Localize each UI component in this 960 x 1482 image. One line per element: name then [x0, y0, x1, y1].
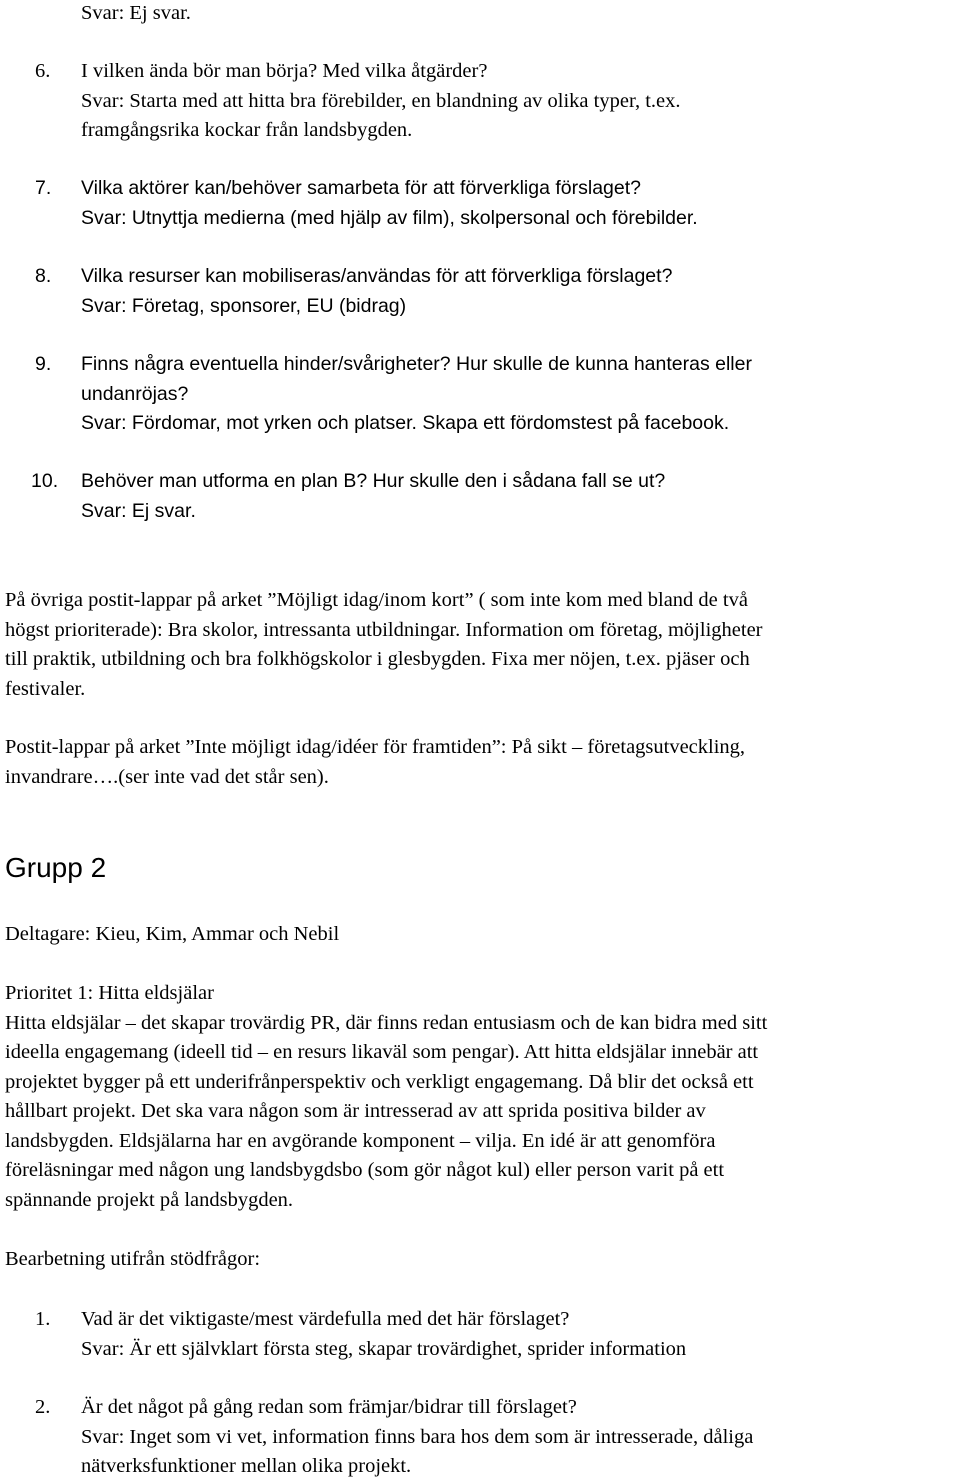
paragraph-line: spännande projekt på landsbygden. — [5, 1188, 294, 1211]
question-text: undanröjas? — [81, 382, 189, 405]
paragraph-line: landsbygden. Eldsjälarna har en avgörande komponent – vilja. En idé är att genomföra — [5, 1129, 716, 1152]
paragraph-line: festivaler. — [5, 677, 86, 700]
list-number: 7. — [35, 177, 52, 199]
paragraph-line: ideella engagemang (ideell tid – en resurs likaväl som pengar). Att hitta eldsjälar innebär att — [5, 1041, 759, 1063]
answer-text: Svar: Fördomar, mot yrken och platser. Skapa ett fördomstest på facebook. — [81, 412, 730, 434]
list-number: 8. — [35, 265, 52, 287]
list-number: 9. — [35, 353, 52, 375]
answer-text: Svar: Starta med att hitta bra förebilder, en blandning av olika typer, t.ex. — [81, 89, 681, 112]
question-text: Vilka resurser kan mobiliseras/användas för att förverkliga förslaget? — [81, 265, 673, 287]
list-number: 6. — [35, 60, 51, 82]
question-text: Vad är det viktigaste/mest värdefulla med det här förslaget? — [81, 1308, 570, 1330]
question-text: Behöver man utforma en plan B? Hur skulle den i sådana fall se ut? — [81, 470, 666, 492]
answer-text: framgångsrika kockar från landsbygden. — [81, 119, 413, 141]
answer-text: nätverksfunktioner mellan olika projekt. — [81, 1455, 412, 1477]
question-text: Är det något på gång redan som främjar/bidrar till förslaget? — [81, 1396, 577, 1418]
answer-text: Svar: Inget som vi vet, information finns bara hos dem som är intresserade, dåliga — [81, 1425, 754, 1448]
list-number: 10. — [31, 470, 59, 492]
list-number: 1. — [35, 1308, 51, 1330]
answer-text: Svar: Företag, sponsorer, EU (bidrag) — [81, 294, 407, 317]
section-heading: Grupp 2 — [5, 852, 107, 883]
processing-section — [5, 1245, 960, 1275]
postit-paragraph-possible — [5, 586, 960, 704]
answer-text: Svar: Är ett självklart första steg, skapar trovärdighet, sprider information — [81, 1337, 687, 1360]
paragraph-line: På övriga postit-lappar på arket ”Möjligt idag/inom kort” ( som inte kom med bland de två — [5, 589, 748, 611]
list-number: 2. — [35, 1396, 51, 1418]
answer-text: Svar: Ej svar. — [81, 2, 191, 24]
participants-line — [5, 920, 960, 950]
question-text: Vilka aktörer kan/behöver samarbeta för att förverkliga förslaget? — [81, 177, 642, 199]
paragraph-line: föreläsningar med någon ung landsbygdsbo (som gör något kul) eller person varit på ett — [5, 1159, 725, 1181]
paragraph-line: hållbart projekt. Det ska vara någon som är intresserad av att sprida positiva bilder av — [5, 1100, 706, 1122]
paragraph-line: projektet bygger på ett underifrånperspektiv och verkligt engagemang. Då blir det också ett — [5, 1070, 754, 1093]
priority-title: Prioritet 1: Hitta eldsjälar — [5, 982, 214, 1004]
question-text: Finns några eventuella hinder/svårigheter? Hur skulle de kunna hanteras eller — [81, 353, 752, 375]
paragraph-line: Hitta eldsjälar – det skapar trovärdig PR, där finns redan entusiasm och de kan bidra med sitt — [5, 1011, 768, 1034]
participants-text: Deltagare: Kieu, Kim, Ammar och Nebil — [5, 923, 340, 945]
paragraph-line: invandrare….(ser inte vad det står sen). — [5, 765, 329, 788]
paragraph-line: Postit-lappar på arket ”Inte möjligt idag/idéer för framtiden”: På sikt – företagsutveckling, — [5, 736, 746, 758]
postit-paragraph-future — [5, 733, 960, 792]
answer-text: Svar: Ej svar. — [81, 499, 196, 522]
paragraph-line: till praktik, utbildning och bra folkhögskolor i glesbygden. Fixa mer nöjen, t.ex. pjäser och — [5, 648, 750, 670]
question-text: I vilken ända bör man börja? Med vilka åtgärder? — [81, 60, 488, 82]
paragraph-line: högst prioriterade): Bra skolor, intressanta utbildningar. Information om företag, möjligheter — [5, 618, 763, 641]
answer-text: Svar: Utnyttja medierna (med hjälp av film), skolpersonal och förebilder. — [81, 206, 698, 229]
processing-title: Bearbetning utifrån stödfrågor: — [5, 1248, 261, 1270]
priority-section — [5, 979, 960, 1215]
